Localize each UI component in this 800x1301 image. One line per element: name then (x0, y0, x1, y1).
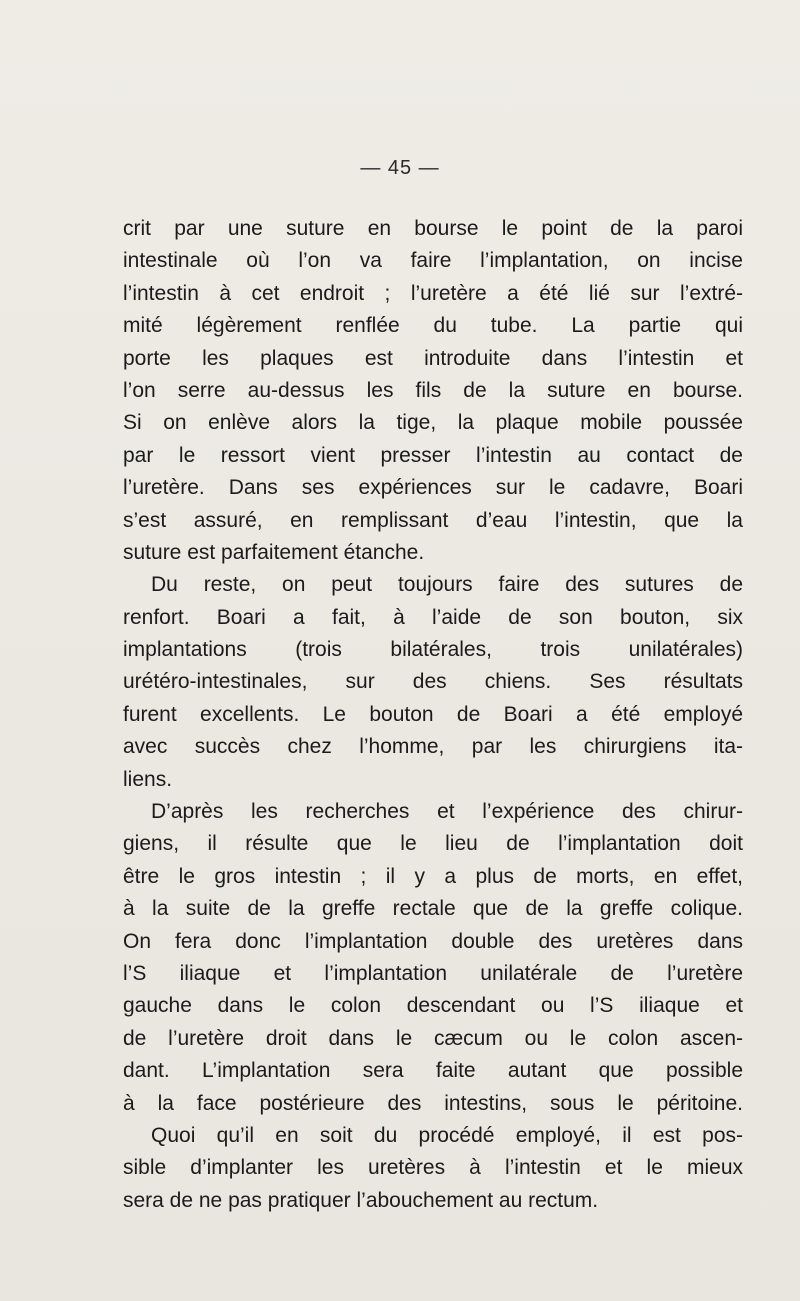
text-line: intestinale où l’on va faire l’implantation, on incise (123, 249, 743, 273)
text-line: s’est assuré, en remplissant d’eau l’intestin, que la (123, 508, 743, 532)
text-line: Quoi qu’il en soit du procédé employé, il est pos- (151, 1123, 743, 1147)
body-text (123, 213, 743, 1217)
text-line: dant. L’implantation sera faite autant que possible (123, 1059, 743, 1083)
text-line: à la face postérieure des intestins, sous le péritoine. (123, 1091, 743, 1115)
text-line: Si on enlève alors la tige, la plaque mobile poussée (123, 411, 743, 435)
page-number: — 45 — (360, 157, 440, 179)
text-line: gauche dans le colon descendant ou l’S iliaque et (123, 994, 743, 1018)
text-line: porte les plaques est introduite dans l’intestin et (123, 346, 743, 370)
text-line: giens, il résulte que le lieu de l’implantation doit (123, 832, 743, 856)
text-line: D’après les recherches et l’expérience des chirur- (151, 800, 743, 824)
text-line: l’uretère. Dans ses expériences sur le cadavre, Boari (123, 476, 743, 500)
text-line: de l’uretère droit dans le cæcum ou le colon ascen- (123, 1026, 743, 1050)
text-line: sible d’implanter les uretères à l’intestin et le mieux (123, 1156, 743, 1180)
text-line: l’intestin à cet endroit ; l’uretère a été lié sur l’extré- (123, 281, 743, 305)
text-line: à la suite de la greffe rectale que de la greffe colique. (123, 897, 743, 921)
text-line: liens. (123, 767, 173, 791)
text-line: suture est parfaitement étanche. (123, 540, 425, 564)
text-line: implantations (trois bilatérales, trois unilatérales) (123, 638, 743, 662)
text-line: être le gros intestin ; il y a plus de morts, en effet, (123, 864, 743, 888)
text-line: furent excellents. Le bouton de Boari a été employé (123, 702, 743, 726)
text-line: l’S iliaque et l’implantation unilatérale de l’uretère (123, 961, 743, 985)
text-line: l’on serre au-dessus les fils de la suture en bourse. (123, 378, 743, 402)
text-line: crit par une suture en bourse le point de la paroi (123, 217, 743, 240)
text-line: par le ressort vient presser l’intestin au contact de (123, 443, 743, 467)
text-line: On fera donc l’implantation double des uretères dans (123, 929, 743, 953)
text-line: Du reste, on peut toujours faire des sutures de (151, 573, 743, 597)
text-line: avec succès chez l’homme, par les chirurgiens ita- (123, 735, 743, 759)
text-line: mité légèrement renflée du tube. La partie qui (123, 314, 743, 338)
text-line: renfort. Boari a fait, à l’aide de son bouton, six (123, 605, 743, 629)
text-line: urétéro-intestinales, sur des chiens. Ses résultats (123, 670, 743, 694)
text-line: sera de ne pas pratiquer l’abouchement au rectum. (123, 1188, 599, 1212)
